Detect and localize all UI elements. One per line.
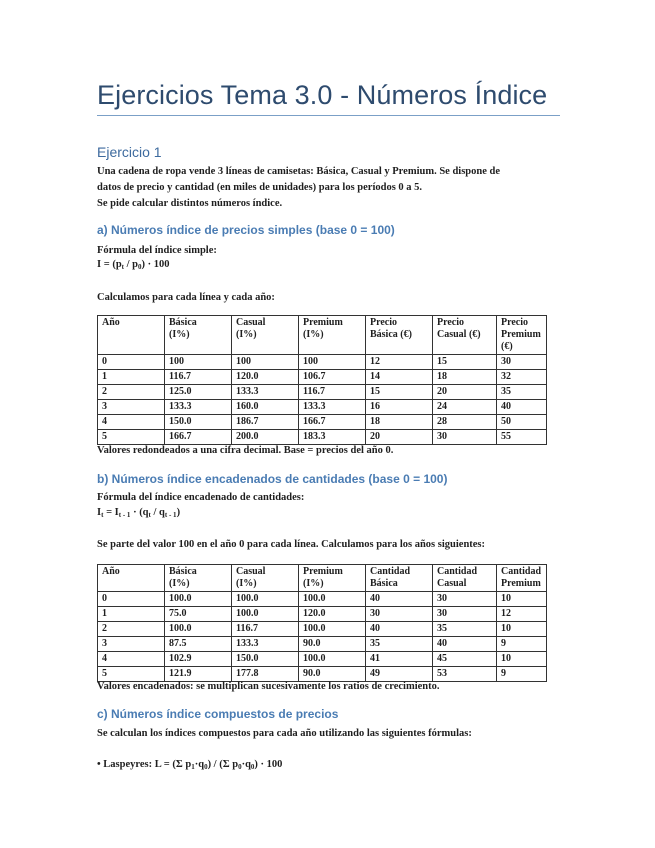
table-cell: 16 [366, 400, 433, 415]
price-table-header-text: Precio [437, 317, 465, 328]
exercise-heading: Ejercicio 1 [97, 144, 162, 160]
table-cell: 55 [497, 430, 547, 445]
table-cell: 5 [98, 430, 165, 445]
quantity-table-header-text: Premium [303, 566, 343, 577]
price-table-header-text: Casual (€) [437, 329, 481, 340]
section-a-formula: $I = (p_t / p_0) \cdot 100$ [97, 259, 170, 271]
price-table-header-text: (I%) [303, 329, 324, 340]
table-cell: 0 [98, 592, 165, 607]
price-table-header-text: Precio [370, 317, 398, 328]
quantity-table-header-cell [366, 565, 433, 592]
table-cell: 116.7 [299, 385, 366, 400]
quantity-table-header-text: Cantidad [437, 566, 478, 577]
table-cell: 30 [366, 607, 433, 622]
quantity-table-header-text: (I%) [236, 578, 257, 589]
table-cell: 1 [98, 607, 165, 622]
table-row [98, 637, 547, 652]
table-row [98, 607, 547, 622]
laspeyres-formula: • Laspeyres: L = (Σ $p_1\cdot q_0) / (\Sigma$ $p_0\cdot q_0) \cdot 100$ [97, 759, 283, 771]
table-cell: 186.7 [232, 415, 299, 430]
table-cell: 2 [98, 622, 165, 637]
price-table-header-row [98, 316, 547, 355]
table-cell: 30 [433, 430, 497, 445]
table-cell: 102.9 [165, 652, 232, 667]
price-table-header-text: (I%) [169, 329, 190, 340]
table-cell: 35 [497, 385, 547, 400]
quantity-table-header-cell [232, 565, 299, 592]
table-row [98, 652, 547, 667]
table-row [98, 370, 547, 385]
section-b-footnote: Valores encadenados: se multiplican sucesivamente los ratios de crecimiento. [97, 681, 440, 692]
price-table-header-text: Premium [501, 329, 541, 340]
quantity-table-header-text: Cantidad [501, 566, 542, 577]
table-cell: 40 [497, 400, 547, 415]
table-cell: 1 [98, 370, 165, 385]
quantity-table-header-row [98, 565, 547, 592]
table-cell: 12 [497, 607, 547, 622]
table-cell: 24 [433, 400, 497, 415]
section-a-formula-label: Fórmula del índice simple: [97, 245, 217, 256]
table-cell: 30 [433, 592, 497, 607]
table-cell: 133.3 [165, 400, 232, 415]
price-table-header-text: Básica (€) [370, 329, 412, 340]
price-table-header-text: Básica [169, 317, 197, 328]
section-c-heading: c) Números índice compuestos de precios [97, 707, 339, 721]
section-a-calc-note: Calculamos para cada línea y cada año: [97, 292, 275, 303]
table-cell: 100.0 [299, 622, 366, 637]
table-cell: 3 [98, 400, 165, 415]
price-table-header-text: (I%) [236, 329, 257, 340]
table-cell: 50 [497, 415, 547, 430]
table-cell: 15 [433, 355, 497, 370]
table-cell: 15 [366, 385, 433, 400]
table-cell: 40 [433, 637, 497, 652]
price-table-header-text: Premium [303, 317, 343, 328]
table-row [98, 400, 547, 415]
section-b-formula: $I_t = I_{t - 1} \cdot (q_t / q_{t - 1})$ [97, 507, 181, 519]
quantity-table-header-text: (I%) [303, 578, 324, 589]
intro-line-3: Se pide calcular distintos números índice. [97, 198, 283, 209]
section-b-heading: b) Números índice encadenados de cantidades (base 0 = 100) [97, 472, 448, 486]
table-cell: 100 [299, 355, 366, 370]
table-cell: 53 [433, 667, 497, 682]
table-cell: 18 [433, 370, 497, 385]
price-index-table [97, 315, 547, 445]
quantity-table-header-text: Básica [370, 578, 398, 589]
table-cell: 4 [98, 415, 165, 430]
table-cell: 40 [366, 592, 433, 607]
section-c-intro: Se calculan los índices compuestos para cada año utilizando las siguientes fórmulas: [97, 728, 472, 739]
table-cell: 20 [433, 385, 497, 400]
table-cell: 28 [433, 415, 497, 430]
section-b-formula-label: Fórmula del índice encadenado de cantidades: [97, 492, 305, 503]
table-cell: 120.0 [299, 607, 366, 622]
table-cell: 10 [497, 592, 547, 607]
table-cell: 9 [497, 637, 547, 652]
table-cell: 41 [366, 652, 433, 667]
price-table-header-text: Precio [501, 317, 529, 328]
section-a-footnote: Valores redondeados a una cifra decimal. Base = precios del año 0. [97, 445, 394, 456]
quantity-table-header-cell [98, 565, 165, 592]
price-table-header-cell [366, 316, 433, 355]
quantity-table-header-cell [497, 565, 547, 592]
table-cell: 106.7 [299, 370, 366, 385]
table-cell: 90.0 [299, 637, 366, 652]
table-cell: 100.0 [232, 592, 299, 607]
price-table-header-text: (€) [501, 341, 513, 352]
quantity-index-table [97, 564, 547, 682]
table-cell: 121.9 [165, 667, 232, 682]
table-cell: 100.0 [165, 592, 232, 607]
price-table-header-cell [433, 316, 497, 355]
table-cell: 12 [366, 355, 433, 370]
table-row [98, 415, 547, 430]
table-cell: 10 [497, 652, 547, 667]
table-cell: 133.3 [232, 385, 299, 400]
table-row [98, 355, 547, 370]
section-b-calc-note: Se parte del valor 100 en el año 0 para cada línea. Calculamos para los años siguientes: [97, 539, 486, 550]
quantity-table-header-text: Casual [437, 578, 467, 589]
table-cell: 166.7 [165, 430, 232, 445]
quantity-table-header-text: (I%) [169, 578, 190, 589]
price-table-header-cell [497, 316, 547, 355]
table-cell: 100.0 [299, 652, 366, 667]
table-cell: 10 [497, 622, 547, 637]
table-cell: 90.0 [299, 667, 366, 682]
table-cell: 35 [366, 637, 433, 652]
table-cell: 4 [98, 652, 165, 667]
price-table-header-cell [98, 316, 165, 355]
table-row [98, 385, 547, 400]
table-cell: 150.0 [165, 415, 232, 430]
table-cell: 87.5 [165, 637, 232, 652]
table-cell: 14 [366, 370, 433, 385]
table-cell: 150.0 [232, 652, 299, 667]
table-cell: 177.8 [232, 667, 299, 682]
table-cell: 133.3 [299, 400, 366, 415]
table-cell: 35 [433, 622, 497, 637]
table-cell: 2 [98, 385, 165, 400]
table-cell: 30 [433, 607, 497, 622]
table-row [98, 592, 547, 607]
table-cell: 120.0 [232, 370, 299, 385]
table-cell: 32 [497, 370, 547, 385]
table-cell: 49 [366, 667, 433, 682]
table-cell: 0 [98, 355, 165, 370]
table-cell: 133.3 [232, 637, 299, 652]
table-cell: 116.7 [165, 370, 232, 385]
table-cell: 200.0 [232, 430, 299, 445]
table-cell: 116.7 [232, 622, 299, 637]
table-cell: 183.3 [299, 430, 366, 445]
intro-line-2: datos de precio y cantidad (en miles de unidades) para los períodos 0 a 5. [97, 182, 423, 193]
quantity-table-header-cell [433, 565, 497, 592]
table-cell: 45 [433, 652, 497, 667]
table-cell: 75.0 [165, 607, 232, 622]
price-table-header-cell [165, 316, 232, 355]
table-cell: 100.0 [232, 607, 299, 622]
table-cell: 40 [366, 622, 433, 637]
table-cell: 3 [98, 637, 165, 652]
quantity-table-header-text: Año [102, 566, 120, 577]
price-table-header-text: Año [102, 317, 120, 328]
quantity-table-header-text: Premium [501, 578, 541, 589]
table-cell: 100 [232, 355, 299, 370]
price-table-header-cell [232, 316, 299, 355]
page-title: Ejercicios Tema 3.0 - Números Índice [97, 80, 548, 110]
table-cell: 18 [366, 415, 433, 430]
quantity-table-header-text: Cantidad [370, 566, 411, 577]
quantity-table-header-cell [299, 565, 366, 592]
table-cell: 30 [497, 355, 547, 370]
section-a-heading: a) Números índice de precios simples (base 0 = 100) [97, 223, 395, 237]
table-cell: 160.0 [232, 400, 299, 415]
quantity-table-header-text: Casual [236, 566, 266, 577]
table-cell: 125.0 [165, 385, 232, 400]
table-cell: 100.0 [299, 592, 366, 607]
price-table-header-text: Casual [236, 317, 266, 328]
table-cell: 100 [165, 355, 232, 370]
table-cell: 166.7 [299, 415, 366, 430]
quantity-table-header-text: Básica [169, 566, 197, 577]
table-cell: 100.0 [165, 622, 232, 637]
price-table-header-cell [299, 316, 366, 355]
table-cell: 9 [497, 667, 547, 682]
table-cell: 5 [98, 667, 165, 682]
quantity-table-header-cell [165, 565, 232, 592]
intro-line-1: Una cadena de ropa vende 3 líneas de camisetas: Básica, Casual y Premium. Se dispone de [97, 166, 500, 177]
title-underline [97, 115, 560, 116]
table-row [98, 622, 547, 637]
table-cell: 20 [366, 430, 433, 445]
